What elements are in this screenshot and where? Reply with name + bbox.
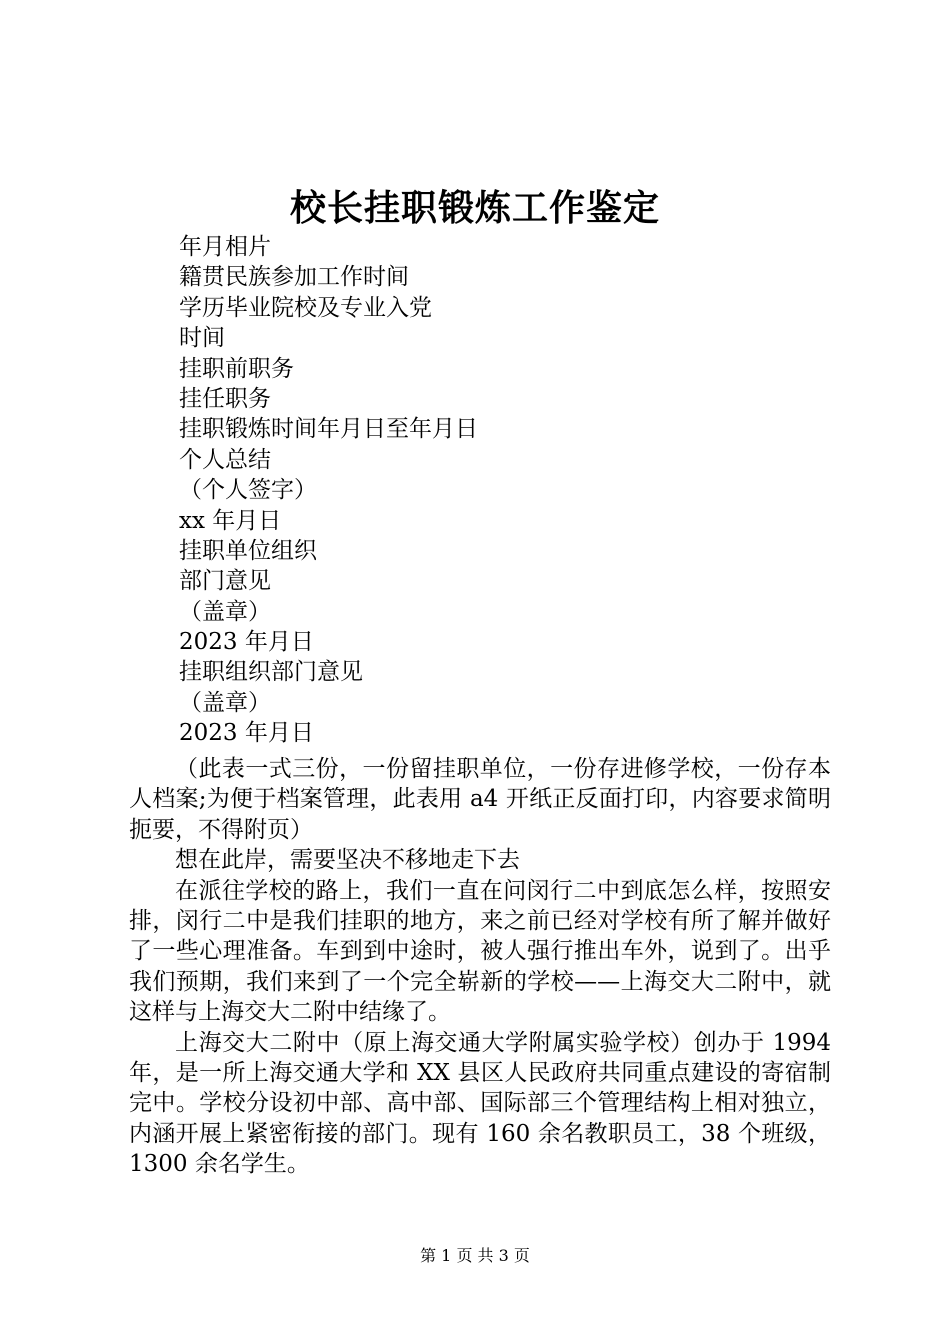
body-paragraphs: [129, 754, 831, 1180]
paragraph-note: （此表一式三份，一份留挂职单位，一份存进修学校，一份存本人档案;为便于档案管理，此表用 a4 开纸正反面打印，内容要求简明扼要，不得附页）: [129, 756, 831, 843]
form-line: 学历毕业院校及专业入党: [179, 294, 432, 321]
paragraph-body: 在派往学校的路上，我们一直在问闵行二中到底怎么样，按照安排，闵行二中是我们挂职的地方，来之前已经对学校有所了解并做好了一些心理准备。车到到中途时，被人强行推出车外，说到了。出乎我们预期，我们来到了一个完全崭新的学校——上海交大二附中，就这样与上海交大二附中结缘了。: [129, 877, 831, 1026]
form-line: 部门意见: [179, 568, 271, 595]
form-line: 年月相片: [179, 234, 271, 260]
form-line: xx 年月日: [179, 507, 282, 534]
form-line: 2023 年月日: [179, 720, 314, 747]
form-line: （盖章）: [179, 689, 271, 716]
form-line: 时间: [179, 325, 225, 352]
form-lines: [179, 232, 859, 749]
form-line: 挂职锻炼时间年月日至年月日: [179, 416, 478, 443]
form-line: 挂职组织部门意见: [179, 659, 363, 686]
paragraph-body: 上海交大二附中（原上海交通大学附属实验学校）创办于 1994 年，是一所上海交通大学和 XX 县区人民政府共同重点建设的寄宿制完中。学校分设初中部、高中部、国际部三个管理结构上相对独立，内涵开展上紧密衔接的部门。现有 160 余名教职员工，38 个班级，1300 余名学生。: [129, 1029, 831, 1178]
form-line: （盖章）: [179, 598, 271, 625]
document-title: 校长挂职锻炼工作鉴定: [289, 187, 660, 229]
page-footer: 第 1 页 共 3 页: [420, 1246, 530, 1265]
form-line: 挂职单位组织: [179, 537, 317, 564]
form-line: 挂任职务: [179, 385, 271, 412]
paragraph-heading: 想在此岸，需要坚决不移地走下去: [175, 847, 520, 874]
form-line: 个人总结: [179, 446, 271, 473]
form-line: 挂职前职务: [179, 355, 294, 382]
form-line: 2023 年月日: [179, 629, 314, 656]
form-line: 籍贯民族参加工作时间: [179, 264, 409, 291]
form-line: （个人签字）: [179, 477, 317, 504]
